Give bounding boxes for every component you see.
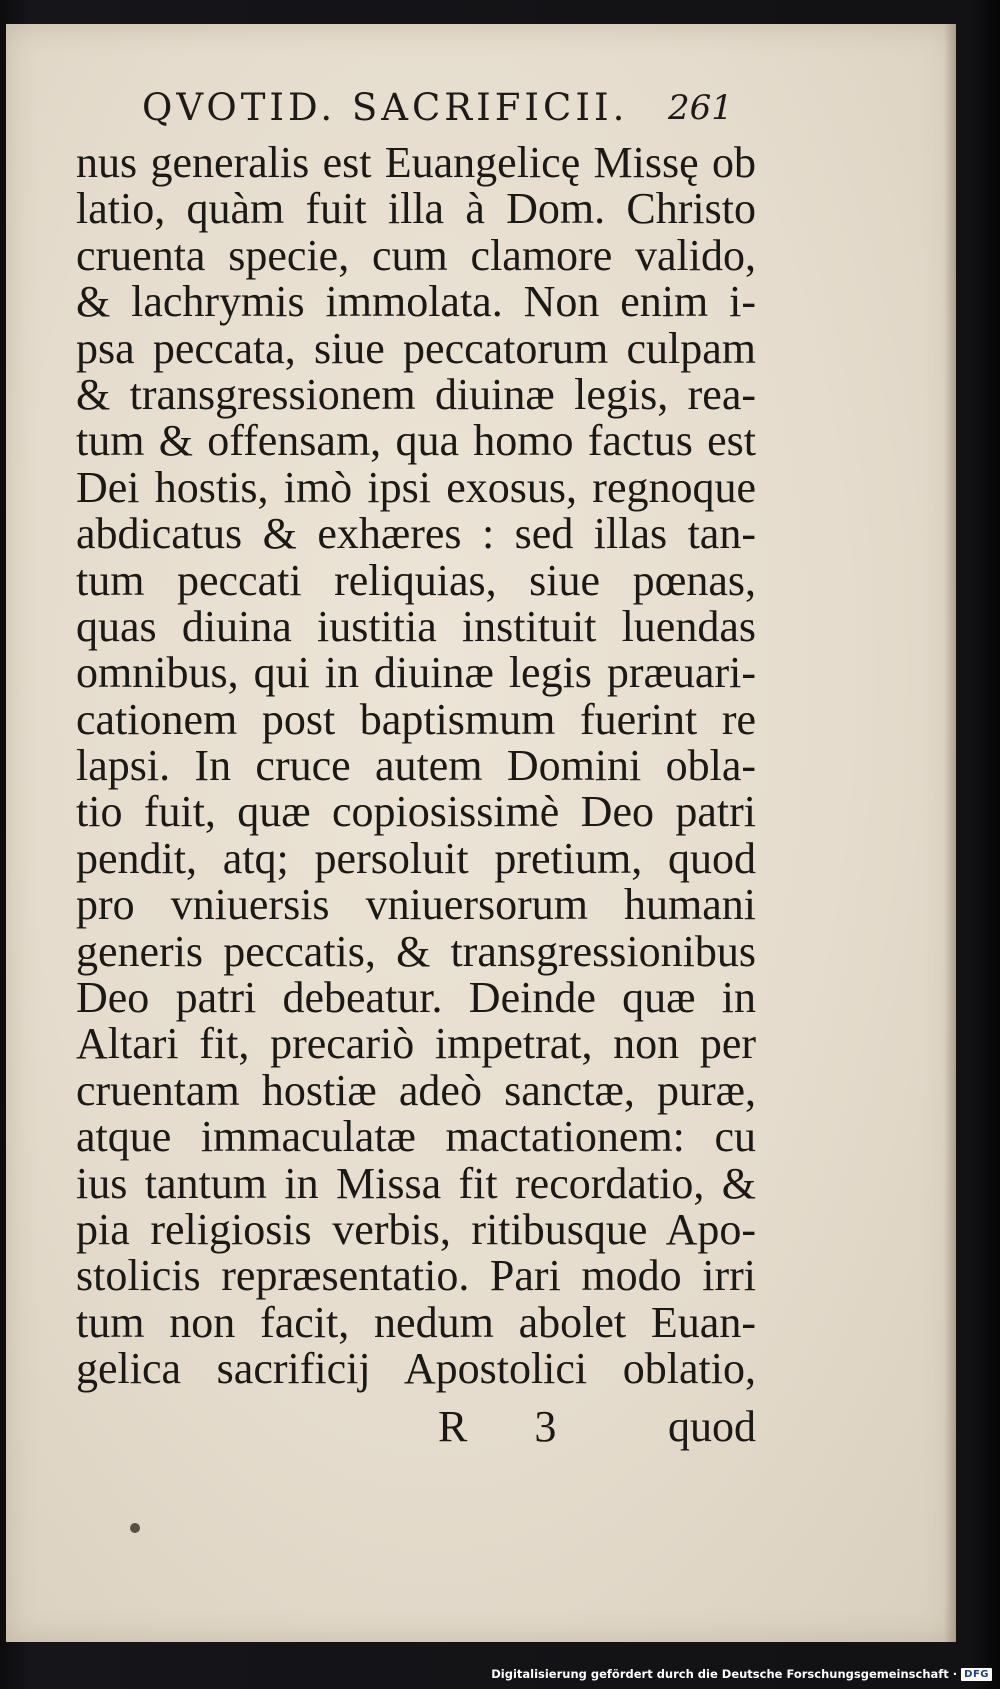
text-line: pia religiosis verbis, ritibusque Apo- (76, 1204, 756, 1254)
page-number: 261 (668, 88, 733, 128)
credit-separator: · (952, 1667, 958, 1681)
text-line: gelica sacrificij Apostolici oblatio, (76, 1344, 756, 1394)
catchword: quod (668, 1402, 756, 1451)
text-line: cruenta specie, cum clamore valido, (76, 230, 756, 280)
credit-text: Digitalisierung gefördert durch die Deutsche Forschungsgemeinschaft (491, 1667, 949, 1681)
text-line: generis peccatis, & transgressionibus (76, 926, 756, 976)
text-line: tum & offensam, qua homo factus est (76, 416, 756, 466)
text-line: & transgressionem diuinæ legis, rea- (76, 369, 756, 419)
text-line: pendit, atq; persoluit pretium, quod (76, 833, 756, 883)
text-line: cationem post baptismum fuerint re (76, 694, 756, 744)
text-line: abdicatus & exhæres : sed illas tan- (76, 509, 756, 559)
text-line: lapsi. In cruce autem Domini obla- (76, 741, 756, 791)
text-line: & lachrymis immolata. Non enim i- (76, 277, 756, 327)
text-line: psa peccata, siue peccatorum culpam (76, 323, 756, 373)
running-head (80, 86, 740, 146)
ink-spot (130, 1523, 140, 1533)
running-head-title: QVOTID. SACRIFICII. (142, 86, 629, 129)
text-line: stolicis repræsentatio. Pari modo irri (76, 1251, 756, 1301)
signature-mark: R 3 (438, 1402, 585, 1451)
body-text (76, 140, 756, 1393)
text-line: Altari fit, precariò impetrat, non per (76, 1019, 756, 1069)
text-line: nus generalis est Euangelicę Missę ob (76, 138, 756, 187)
text-line: quas diuina iustitia instituit luendas (76, 601, 756, 651)
text-line: ius tantum in Missa fit recordatio, & (76, 1158, 756, 1208)
text-line: pro vniuersis vniuersorum humani (76, 880, 756, 930)
text-line: tum non facit, nedum abolet Euan- (76, 1297, 756, 1347)
catch-line (76, 1401, 756, 1451)
text-line: cruentam hostiæ adeò sanctæ, puræ, (76, 1065, 756, 1115)
text-line: atque immaculatæ mactationem: cu (76, 1112, 756, 1162)
text-line: Dei hostis, imò ipsi exosus, regnoque (76, 462, 756, 512)
text-line: omnibus, qui in diuinæ legis præuari- (76, 648, 756, 698)
digitization-credit (491, 1663, 992, 1685)
text-line: tum peccati reliquias, siue pœnas, (76, 555, 756, 605)
dfg-logo: DFG (961, 1668, 992, 1681)
text-line: latio, quàm fuit illa à Dom. Christo (76, 184, 756, 234)
page-edge (944, 24, 956, 1642)
text-line: Deo patri debeatur. Deinde quæ in (76, 973, 756, 1023)
text-line: tio fuit, quæ copiosissimè Deo patri (76, 787, 756, 837)
